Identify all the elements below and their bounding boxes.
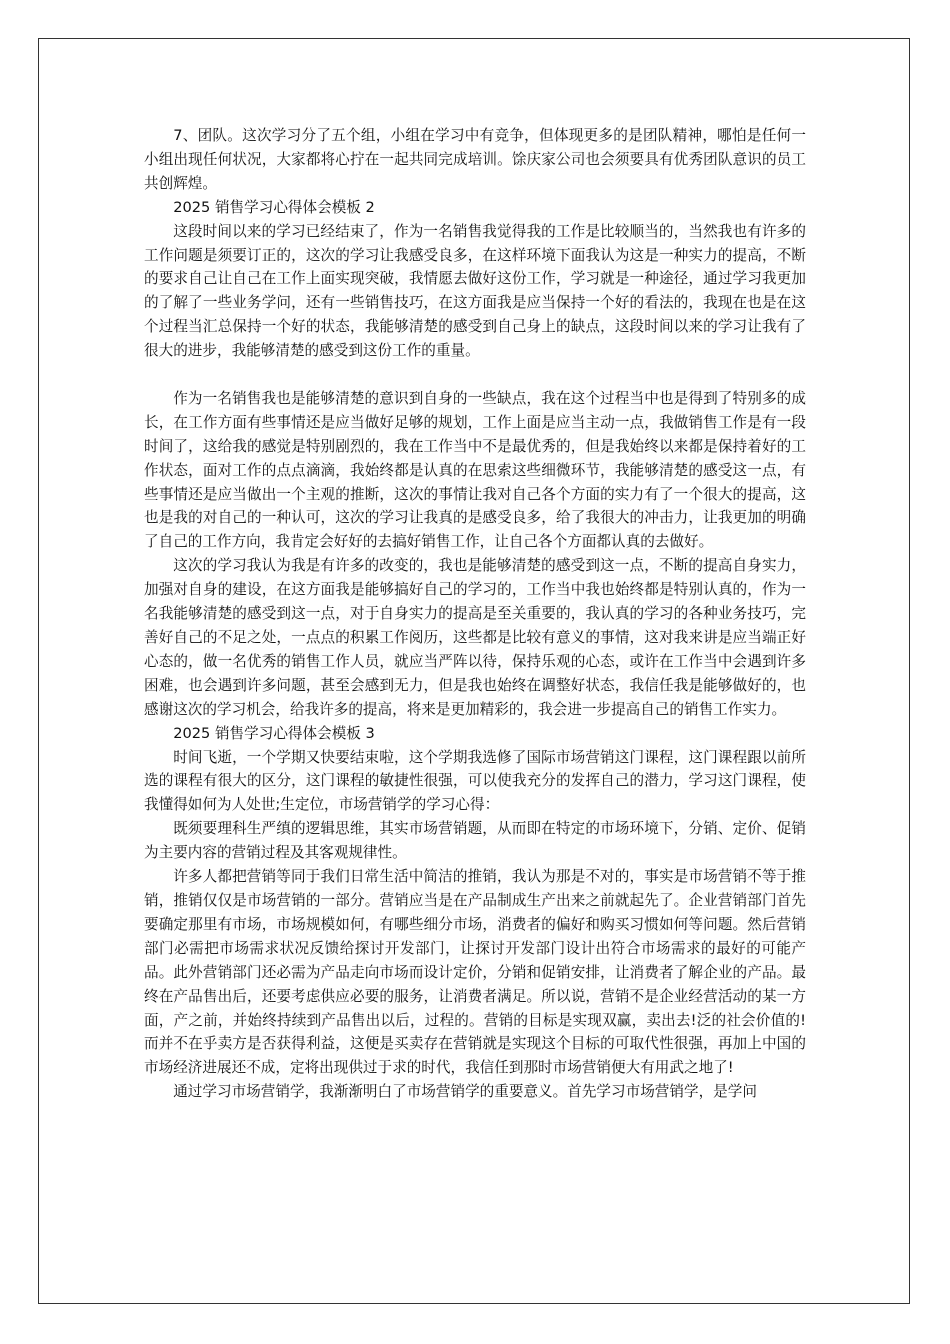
paragraph-study-ended: 这段时间以来的学习已经结束了，作为一名销售我觉得我的工作是比较顺当的，当然我也有许多的工作问题是须要订正的，这次的学习让我感受良多，在这样环境下面我认为这是一种实力的提高，不断的要求自己让自己在工作上面实现突破，我情愿去做好这份工作，学习就是一种途径，通过学习我更加的了解了一些业务学问，还有一些销售技巧，在这方面我是应当保持一个好的看法的，我现在也是在这个过程当汇总保持一个好的状态，我能够清楚的感受到自己身上的缺点，这段时间以来的学习让我有了很大的进步，我能够清楚的感受到这份工作的重量。 — [144, 222, 806, 360]
section-heading-template-2: 2025 销售学习心得体会模板 2 — [173, 198, 375, 216]
paragraph-shortcomings: 作为一名销售我也是能够清楚的意识到自身的一些缺点，我在这个过程当中也是得到了特别多的成长，在工作方面有些事情还是应当做好足够的规划，工作上面是应当主动一点，我做销售工作是有一段时间了，这给我的感觉是特别剧烈的，我在工作当中不是最优秀的，但是我始终以来都是保持着好的工作状态，面对工作的点点滴滴，我始终都是认真的在思索这些细微环节，我能够清楚的感受这一点，有些事情还是应当做出一个主观的推断，这次的事情让我对自己各个方面的实力有了一个很大的提高，这也是我的对自己的一种认可，这次的学习让我真的是感受良多，给了我很大的冲击力，让我更加的明确了自己的工作方向，我肯定会好好的去搞好销售工作，让自己各个方面都认真的去做好。 — [144, 389, 806, 551]
paragraph-course-intro: 时间飞逝，一个学期又快要结束啦，这个学期我选修了国际市场营销这门课程，这门课程跟以前所选的课程有很大的区分，这门课程的敏捷性很强，可以使我充分的发挥自己的潜力，学习这门课程，使我懂得如何为人处世;生定位，市场营销学的学习心得： — [144, 748, 806, 814]
paragraph-significance: 通过学习市场营销学，我渐渐明白了市场营销学的重要意义。首先学习市场营销学，是学问 — [173, 1083, 757, 1101]
paragraph-team: 7、团队。这次学习分了五个组，小组在学习中有竞争，但体现更多的是团队精神，哪怕是任何一小组出现任何状况，大家都将心拧在一起共同完成培训。馀庆家公司也会须要具有优秀团队意识的员工共创辉煌。 — [144, 127, 806, 192]
paragraph-marketing-vs-selling: 许多人都把营销等同于我们日常生活中简洁的推销，我认为那是不对的，事实是市场营销不等于推销，推销仅仅是市场营销的一部分。营销应当是在产品制成生产出来之前就起先了。企业营销部门首先要确定那里有市场，市场规模如何，有哪些细分市场，消费者的偏好和购买习惯如何等问题。然后营销部门必需把市场需求状况反馈给探讨开发部门，让探讨开发部门设计出符合市场需求的最好的可能产品。此外营销部门还必需为产品走向市场而设计定价，分销和促销安排，让消费者了解企业的产品。最终在产品售出后，还要考虑供应必要的服务，让消费者满足。所以说，营销不是企业经营活动的某一方面，产之前，并始终持续到产品售出以后，过程的。营销的目标是实现双赢，卖出去!泛的社会价值的!而并不在乎卖方是否获得利益，这便是买卖存在营销就是实现这个目标的可取代性很强，再加上中国的市场经济进展还不成，定将出现供过于求的时代，我信任到那时市场营销便大有用武之地了! — [144, 868, 806, 1077]
paragraph-logic: 既须要理科生严缜的逻辑思维，其实市场营销题，从而即在特定的市场环境下，分销、定价、促销为主要内容的营销过程及其客观规律性。 — [144, 820, 806, 862]
paragraph-changes: 这次的学习我认为我是有许多的改变的，我也是能够清楚的感受到这一点，不断的提高自身实力，加强对自身的建设，在这方面我是能够搞好自己的学习的，工作当中我也始终都是特别认真的，作为一名我能够清楚的感受到这一点，对于自身实力的提高是至关重要的，我认真的学习的各种业务技巧，完善好自己的不足之处，一点点的积累工作阅历，这些都是比较有意义的事情，这对我来讲是应当端正好心态的，做一名优秀的销售工作人员，就应当严阵以待，保持乐观的心态，或许在工作当中会遇到许多困难，也会遇到许多问题，甚至会感到无力，但是我也始终在调整好状态，我信任我是能够做好的，也感谢这次的学习机会，给我许多的提高，将来是更加精彩的，我会进一步提高自己的销售工作实力。 — [144, 557, 806, 718]
blank-line — [144, 363, 806, 387]
section-heading-template-3: 2025 销售学习心得体会模板 3 — [173, 724, 375, 742]
document-body — [144, 124, 806, 1104]
